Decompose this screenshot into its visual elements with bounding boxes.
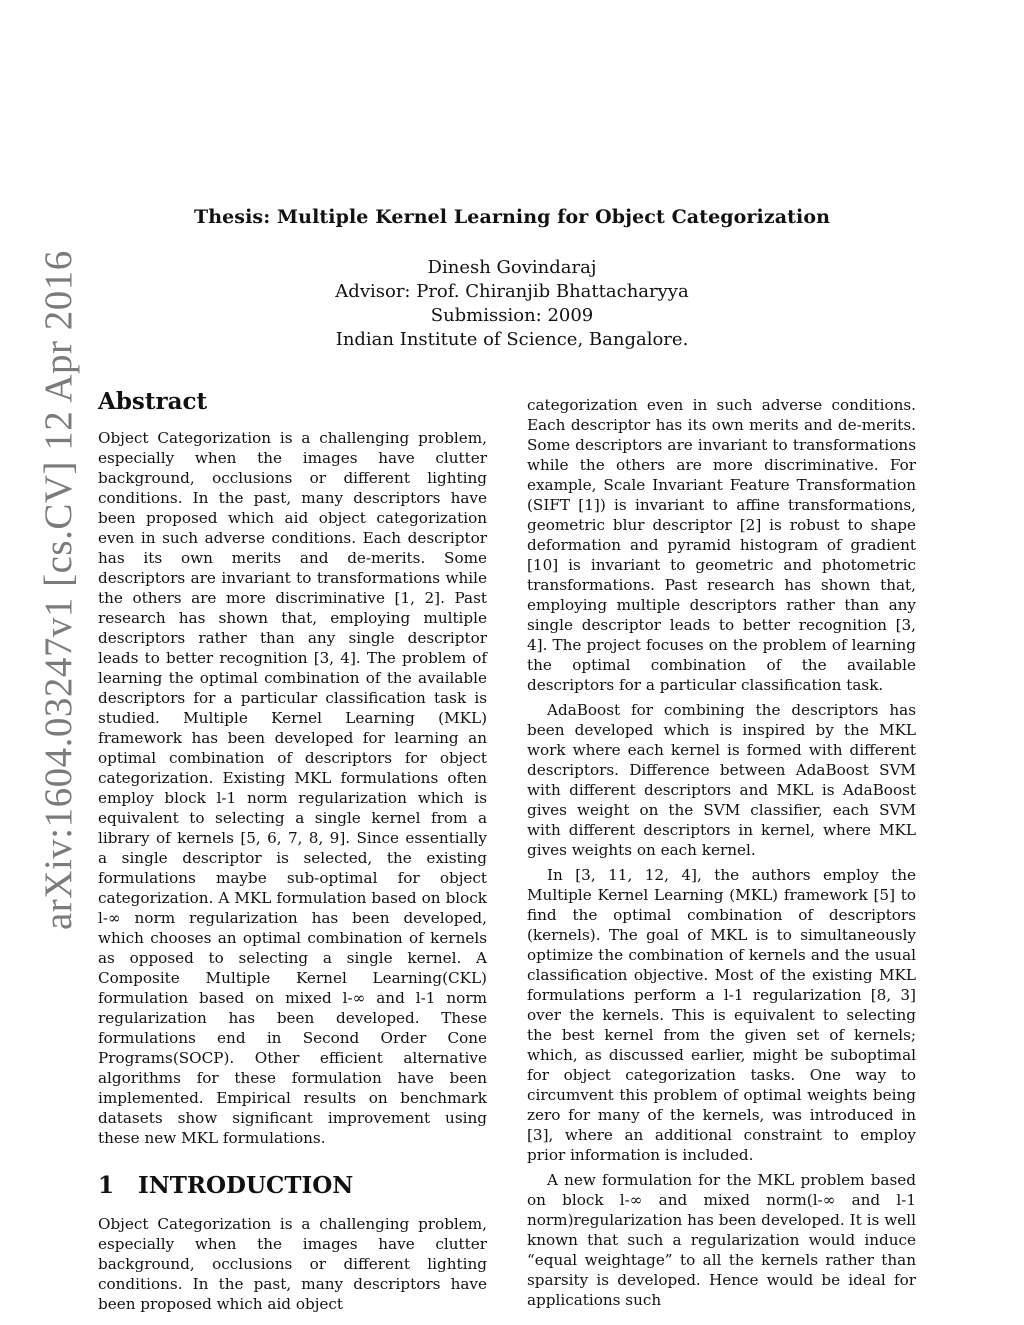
submission-line: Submission: 2009 — [430, 305, 594, 326]
abstract-heading: Abstract — [98, 388, 208, 415]
paper-title: Thesis: Multiple Kernel Learning for Object Categorization — [193, 206, 831, 228]
right-column — [527, 395, 916, 1315]
author-info — [0, 256, 1024, 352]
abstract-text: Object Categorization is a challenging problem, especially when the images have clutter background, occlusions or different lighting conditions. In the past, many descriptors have been proposed which aid object categorization even in such adverse conditions. Each descriptor has its own merits and de-merits. Some descriptors are invariant to transformations while the others are more discriminative [1, 2]. Past research has shown that, employing multiple descriptors rather than any single descriptor leads to better recognition [3, 4]. The problem of learning the optimal combination of the available descriptors for a particular classification task is studied. Multiple Kernel Learning (MKL) framework has been developed for learning an optimal combination of descriptors for object categorization. Existing MKL formulations often employ block l-1 norm regularization which is equivalent to selecting a single kernel from a library of kernels [5, 6, 7, 8, 9]. Since essentially a single descriptor is selected, the existing formulations maybe sub-optimal for object categorization. A MKL formulation based on block l-∞ norm regularization has been developed, which chooses an optimal combination of kernels as opposed to selecting a single kernel. A Composite Multiple Kernel Learning(CKL) formulation based on mixed l-∞ and l-1 norm regularization has been developed. These formulations end in Second Order Cone Programs(SOCP). Other efficient alternative algorithms for these formulation have been implemented. Empirical results on benchmark datasets show significant improvement using these new MKL formulations. — [98, 429, 487, 1147]
left-column — [98, 388, 487, 1319]
section-heading — [98, 1172, 487, 1199]
institute-line: Indian Institute of Science, Bangalore. — [335, 329, 689, 350]
intro-paragraph-5: A new formulation for the MKL problem based on block l-∞ and mixed norm(l-∞ and l-1 norm)regularization has been developed. It is well known that such a regularization would induce “equal weightage” to all the kernels rather than sparsity is developed. Hence would be ideal for applications such — [527, 1171, 916, 1309]
intro-paragraph-2: categorization even in such adverse conditions. Each descriptor has its own merits and de-merits. Some descriptors are invariant to transformations while the others are more discriminative. For example, Scale Invariant Feature Transformation (SIFT [1]) is invariant to affine transformations, geometric blur descriptor [2] is robust to shape deformation and pyramid histogram of gradient [10] is invariant to geometric and photometric transformations. Past research has shown that, employing multiple descriptors rather than any single descriptor leads to better recognition [3, 4]. The project focuses on the problem of learning the optimal combination of the available descriptors for a particular classification task. — [527, 396, 916, 694]
intro-paragraph-3: AdaBoost for combining the descriptors has been developed which is inspired by the MKL work where each kernel is formed with different descriptors. Difference between AdaBoost SVM with different descriptors and MKL is AdaBoost gives weight on the SVM classifier, each SVM with different descriptors in kernel, where MKL gives weights on each kernel. — [527, 701, 916, 859]
title-block — [0, 206, 1024, 352]
intro-paragraph-4: In [3, 11, 12, 4], the authors employ the Multiple Kernel Learning (MKL) framework [5] to find the optimal combination of descriptors (kernels). The goal of MKL is to simultaneously optimize the combination of kernels and the usual classification objective. Most of the existing MKL formulations perform a l-1 regularization [8, 3] over the kernels. This is equivalent to selecting the best kernel from the given set of kernels; which, as discussed earlier, might be suboptimal for object categorization tasks. One way to circumvent this problem of optimal weights being zero for many of the kernels, was introduced in [3], where an additional constraint to employ prior information is included. — [527, 866, 916, 1164]
section-number: 1 — [98, 1172, 115, 1199]
advisor-line: Advisor: Prof. Chiranjib Bhattacharyya — [335, 281, 689, 302]
intro-paragraph-1: Object Categorization is a challenging problem, especially when the images have clutter background, occlusions or different lighting conditions. In the past, many descriptors have been proposed which aid object — [98, 1215, 487, 1313]
author-name: Dinesh Govindaraj — [427, 257, 597, 278]
section-title: INTRODUCTION — [138, 1172, 354, 1199]
arxiv-stamp: arXiv:1604.03247v1 [cs.CV] 12 Apr 2016 — [37, 250, 80, 930]
